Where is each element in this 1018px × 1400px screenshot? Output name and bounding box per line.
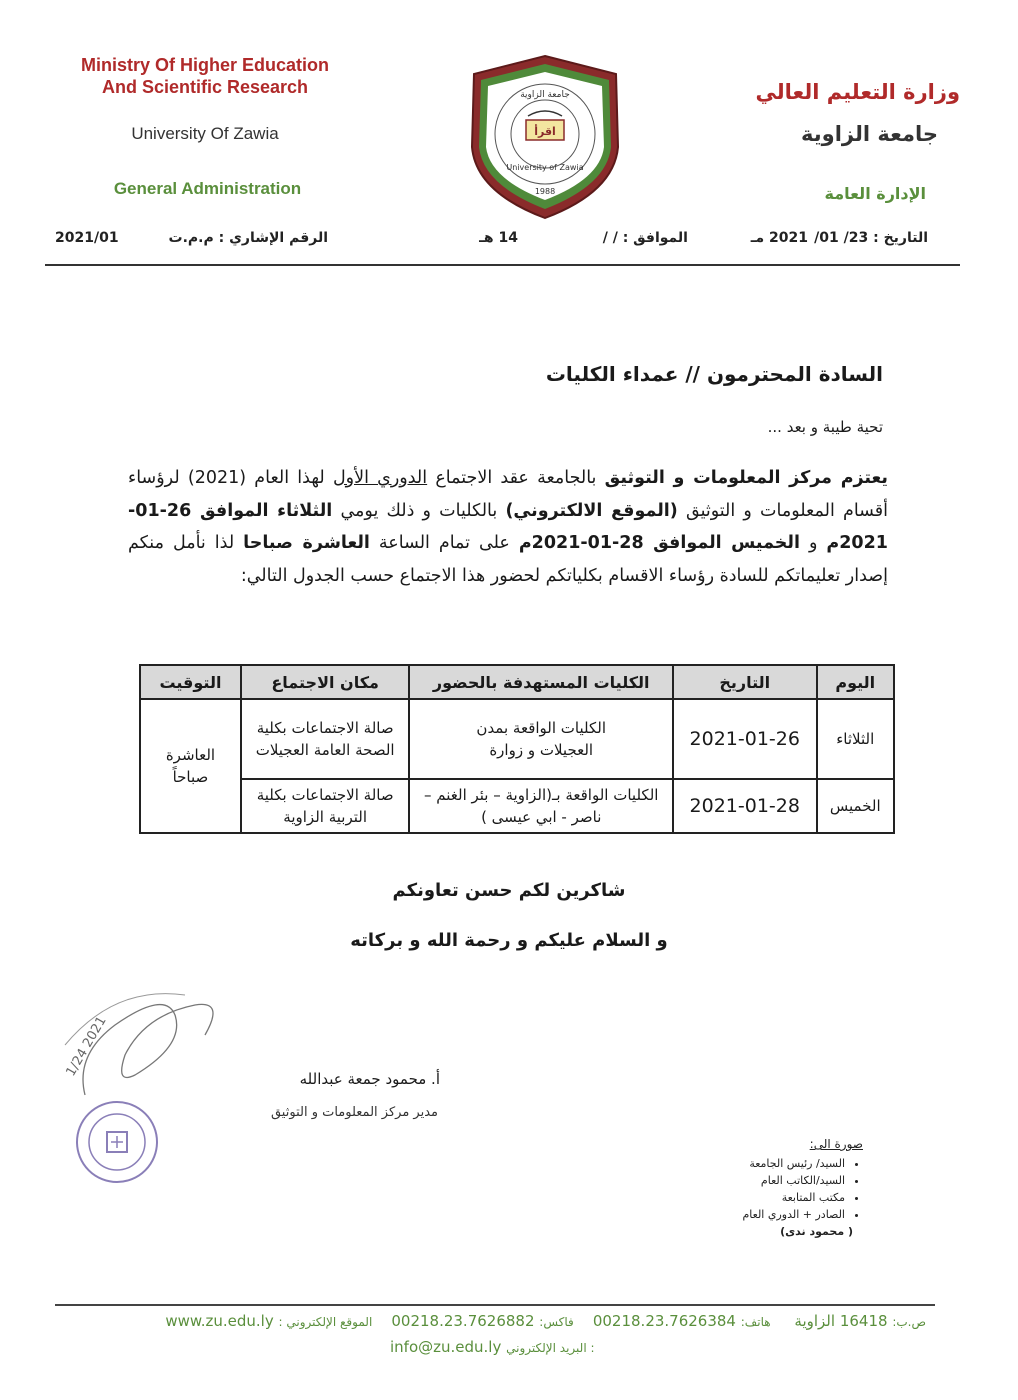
list-item: • السيد/الكاتب العام — [742, 1172, 845, 1189]
row-time: العاشرة صباحاً — [140, 699, 241, 833]
email-link[interactable]: info@zu.edu.ly — [390, 1338, 502, 1356]
logo-year: 1988 — [534, 187, 556, 196]
logo-badge-text: اقرأ — [534, 125, 556, 138]
fax-label: فاكس: — [539, 1315, 574, 1329]
header-time: التوقيت — [140, 665, 241, 699]
row-date: 2021-01-26 — [673, 699, 816, 779]
para-text-3: بالكليات و ذلك يومي — [332, 500, 506, 521]
en-ministry-line2: And Scientific Research — [101, 77, 309, 97]
letter-paragraph — [128, 462, 888, 592]
table-row — [140, 779, 894, 833]
hijri-date: الموافق : / / — [602, 230, 688, 246]
logo-english-text: University of Zawia — [506, 163, 584, 172]
reference-value: 2021/01 — [55, 230, 119, 246]
reference-label: الرقم الإشاري : م.م.ت — [168, 230, 328, 246]
date-year: 2021 مـ — [750, 230, 808, 246]
handwritten-signature — [55, 985, 245, 1105]
web-link[interactable]: www.zu.edu.ly — [165, 1312, 274, 1330]
signer-name: أ. محمود جمعة عبدالله — [299, 1070, 440, 1088]
po-value: 16418 الزاوية — [794, 1312, 888, 1330]
signer-title: مدير مركز المعلومات و التوثيق — [270, 1105, 438, 1120]
logo-arabic-text: جامعة الزاوية — [520, 90, 570, 100]
date-label: التاريخ : 23/ 01/ — [814, 230, 928, 246]
salutation: السادة المحترمون // عمداء الكليات — [545, 362, 883, 386]
ar-ministry-name: وزارة التعليم العالي — [755, 80, 960, 104]
fax-value: 00218.23.7626882 — [391, 1312, 535, 1330]
para-text-1: بالجامعة عقد الاجتماع — [427, 468, 605, 488]
en-admin-name: General Administration — [113, 179, 302, 198]
para-text-5: على تمام الساعة — [369, 533, 519, 553]
bold-time: العاشرة صباحا — [243, 533, 370, 553]
hijri-year: 14 هـ — [479, 230, 518, 246]
university-logo — [466, 52, 624, 222]
para-text-2: لهذا العام (2021) لرؤساء أقسام المعلومات و التوثيق — [128, 468, 888, 521]
en-ministry-name — [40, 54, 370, 98]
underlined-meeting: الدوري الأول — [332, 468, 428, 488]
en-university-name: University Of Zawia — [131, 124, 279, 143]
para-text-4: و — [799, 533, 827, 553]
web-label: الموقع الإلكتروني : — [278, 1315, 373, 1329]
date-field — [814, 230, 928, 246]
bold-thursday: الخميس الموافق 28-01-2021م — [518, 533, 800, 553]
copies-heading: صورة الى: — [809, 1137, 863, 1151]
copies-list — [742, 1155, 863, 1223]
copies-initials: ( محمود ندى) — [780, 1225, 853, 1238]
official-stamp — [75, 1100, 160, 1185]
table-row — [140, 699, 894, 779]
header-place: مكان الاجتماع — [241, 665, 410, 699]
ar-university-name: جامعة الزاوية — [801, 122, 938, 146]
bold-tuesday: الثلاثاء الموافق 26-01-2021م — [128, 500, 888, 553]
footer-contact-line — [165, 1312, 926, 1330]
phone-value: 00218.23.7626384 — [592, 1312, 736, 1330]
row-day: الخميس — [817, 779, 895, 833]
table-header-row — [140, 665, 894, 699]
footer-email-line — [390, 1338, 595, 1356]
footer-divider — [55, 1304, 935, 1306]
bold-center-name: يعتزم مركز المعلومات و التوثيق — [604, 468, 888, 488]
row-place: صالة الاجتماعات بكلية التربية الزاوية — [241, 779, 410, 833]
header-date: التاريخ — [673, 665, 816, 699]
row-colleges: الكليات الواقعة بمدن العجيلات و زوارة — [409, 699, 673, 779]
closing-line: و السلام عليكم و رحمة الله و بركاته — [350, 930, 668, 951]
handwritten-date: 1/24 2021 — [63, 1013, 110, 1079]
bold-website: (الموقع الالكتروني) — [505, 500, 678, 521]
para-text-6: لذا نأمل منكم إصدار تعليماتكم للسادة رؤساء الاقسام بكلياتكم لحضور هذا الاجتماع حسب الجدول التالي: — [128, 533, 888, 586]
list-item: • الصادر + الدوري العام — [742, 1206, 845, 1223]
list-item: • مكتب المتابعة — [742, 1189, 845, 1206]
header-colleges: الكليات المستهدفة بالحضور — [409, 665, 673, 699]
ar-admin-name: الإدارة العامة — [824, 184, 926, 203]
row-date: 2021-01-28 — [673, 779, 816, 833]
row-place: صالة الاجتماعات بكلية الصحة العامة العجيلات — [241, 699, 410, 779]
thanks-line: شاكرين لكم حسن تعاونكم — [392, 880, 626, 901]
header-day: اليوم — [817, 665, 895, 699]
po-label: ص.ب: — [892, 1315, 926, 1329]
greeting: تحية طيبة و بعد ... — [767, 418, 883, 436]
schedule-table — [139, 664, 895, 834]
email-label: البريد الإلكتروني : — [506, 1341, 595, 1355]
list-item: • السيد/ رئيس الجامعة — [742, 1155, 845, 1172]
en-ministry-line1: Ministry Of Higher Education — [80, 55, 330, 75]
row-day: الثلاثاء — [817, 699, 895, 779]
header-divider — [45, 264, 960, 266]
copies-section — [742, 1136, 863, 1240]
row-colleges: الكليات الواقعة بـ(الزاوية – بئر الغنم – ناصر - ابي عيسى ) — [409, 779, 673, 833]
phone-label: هاتف: — [740, 1315, 771, 1329]
